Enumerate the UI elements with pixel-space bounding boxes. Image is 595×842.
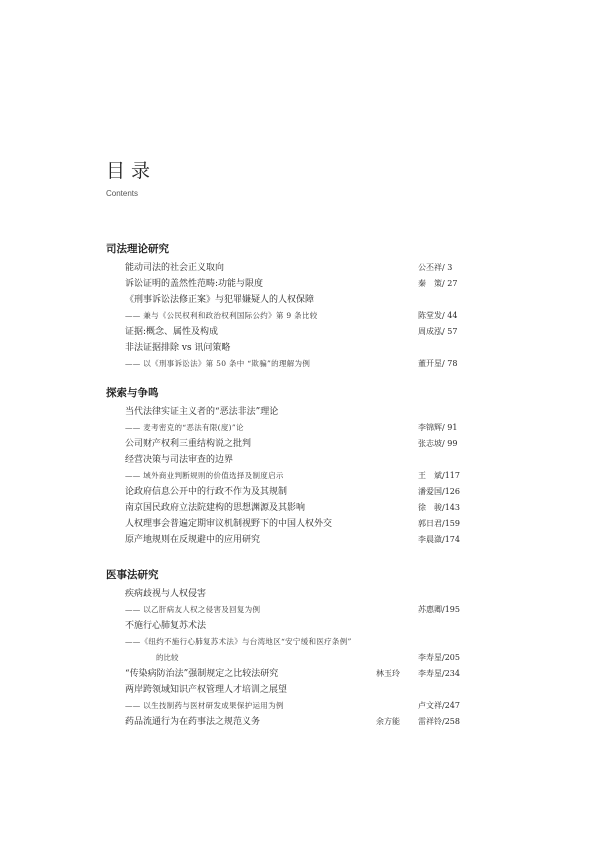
entry-title: 能动司法的社会正义取向 xyxy=(125,263,225,273)
entry-author-page: 李锦辉/ 91 xyxy=(418,423,458,432)
entry-author-page: 雷祥铃/258 xyxy=(418,717,460,726)
entry-title: 南京国民政府立法院建构的思想渊源及其影响 xyxy=(125,503,306,513)
toc-entry[interactable] xyxy=(106,420,486,436)
toc-entry[interactable] xyxy=(106,452,486,468)
toc-entry[interactable] xyxy=(106,666,486,682)
entry-title: 非法证据排除 vs 讯问策略 xyxy=(125,343,231,353)
entry-subtitle: —— 麦考密克的“恶法有限(度)”论 xyxy=(125,423,244,432)
section-heading: 医事法研究 xyxy=(106,569,159,581)
page-subtitle: Contents xyxy=(106,189,139,198)
entry-title: 原产地规则在反规避中的应用研究 xyxy=(125,535,261,545)
entry-author-page: 郭日君/159 xyxy=(418,519,460,528)
toc-entry[interactable] xyxy=(106,308,486,324)
toc-entry[interactable] xyxy=(106,714,486,730)
toc-section xyxy=(106,382,486,548)
toc-entry[interactable] xyxy=(106,532,486,548)
entry-title: 诉讼证明的盖然性范畴:功能与限度 xyxy=(125,279,264,289)
section-heading: 司法理论研究 xyxy=(106,243,169,255)
toc-entry[interactable] xyxy=(106,618,486,634)
entry-author-page: 董开星/ 78 xyxy=(418,359,458,368)
page-title: 目录 xyxy=(106,160,157,182)
entry-title: 疾病歧视与人权侵害 xyxy=(125,589,207,599)
toc-entry[interactable] xyxy=(106,260,486,276)
entry-author-page: 李寿星/205 xyxy=(418,653,460,662)
toc-entry[interactable] xyxy=(106,698,486,714)
entry-title: 当代法律实证主义者的“恶法非法”理论 xyxy=(125,407,279,417)
entry-author-page: 李晨潋/174 xyxy=(418,535,460,544)
entry-subtitle-continued: 的比较 xyxy=(156,653,179,662)
entry-title: 《刑事诉讼法修正案》与犯罪嫌疑人的人权保障 xyxy=(125,295,315,305)
entry-subtitle: —— 以生技制药与医材研发成果保护运用为例 xyxy=(125,701,284,710)
toc-entry[interactable] xyxy=(106,586,486,602)
entry-subtitle: —— 以《刑事诉讼法》第 50 条中 “欺骗”的理解为例 xyxy=(125,359,311,368)
toc-entry[interactable] xyxy=(106,682,486,698)
entry-author-page: 潘爱国/126 xyxy=(418,487,460,496)
toc-entry[interactable] xyxy=(106,340,486,356)
toc-entry[interactable] xyxy=(106,602,486,618)
entry-title: 两岸跨领域知识产权管理人才培训之展望 xyxy=(125,685,288,695)
toc-entry[interactable] xyxy=(106,516,486,532)
entry-author-page: 秦 策/ 27 xyxy=(418,279,458,288)
entry-title: 药品流通行为在药事法之规范义务 xyxy=(125,717,261,727)
entry-author-page: 陈堂发/ 44 xyxy=(418,311,458,320)
entry-author-page: 苏惠卿/195 xyxy=(418,605,460,614)
entry-author-page: 卢文祥/247 xyxy=(418,701,460,710)
toc-entry[interactable] xyxy=(106,484,486,500)
entry-subtitle: —— 兼与《公民权利和政治权利国际公约》第 9 条比较 xyxy=(125,311,318,320)
section-heading: 探索与争鸣 xyxy=(106,387,159,399)
entry-title: 不施行心肺复苏术法 xyxy=(125,621,207,631)
entry-coauthor: 余方能 xyxy=(376,717,400,726)
entry-author-page: 徐 骏/143 xyxy=(418,503,460,512)
toc-entry[interactable] xyxy=(106,634,486,650)
toc-entry[interactable] xyxy=(106,650,486,666)
entry-title: 论政府信息公开中的行政不作为及其规制 xyxy=(125,487,288,497)
toc-entry[interactable] xyxy=(106,324,486,340)
toc-section xyxy=(106,238,486,372)
entry-author-page: 周成泓/ 57 xyxy=(418,327,458,336)
entry-author-page: 公丕祥/ 3 xyxy=(418,263,453,272)
entry-author-page: 王 斌/117 xyxy=(418,471,460,480)
entry-title: 公司财产权利三重结构说之批判 xyxy=(125,439,252,449)
entry-title: 经营决策与司法审查的边界 xyxy=(125,455,234,465)
toc-entry[interactable] xyxy=(106,276,486,292)
entry-title: 人权理事会普遍定期审议机制视野下的中国人权外交 xyxy=(125,519,333,529)
entry-coauthor: 林玉玲 xyxy=(376,669,400,678)
entry-subtitle: ——《纽约不施行心肺复苏术法》与台湾地区“安宁缓和医疗条例” xyxy=(125,637,352,646)
toc-entry[interactable] xyxy=(106,356,486,372)
toc-entry[interactable] xyxy=(106,292,486,308)
entry-author-page: 张志坡/ 99 xyxy=(418,439,458,448)
entry-author-page: 李寿星/234 xyxy=(418,669,460,678)
entry-subtitle: —— 以乙肝病友人权之侵害及回复为例 xyxy=(125,605,261,614)
entry-title: 证据:概念、属性及构成 xyxy=(125,327,219,337)
toc-entry[interactable] xyxy=(106,404,486,420)
toc-entry[interactable] xyxy=(106,468,486,484)
toc-section xyxy=(106,564,486,730)
entry-subtitle: —— 域外商业判断规则的价值选择及制度启示 xyxy=(125,471,284,480)
toc-entry[interactable] xyxy=(106,500,486,516)
toc-entry[interactable] xyxy=(106,436,486,452)
entry-title: “传染病防治法”强制规定之比较法研究 xyxy=(125,669,279,679)
